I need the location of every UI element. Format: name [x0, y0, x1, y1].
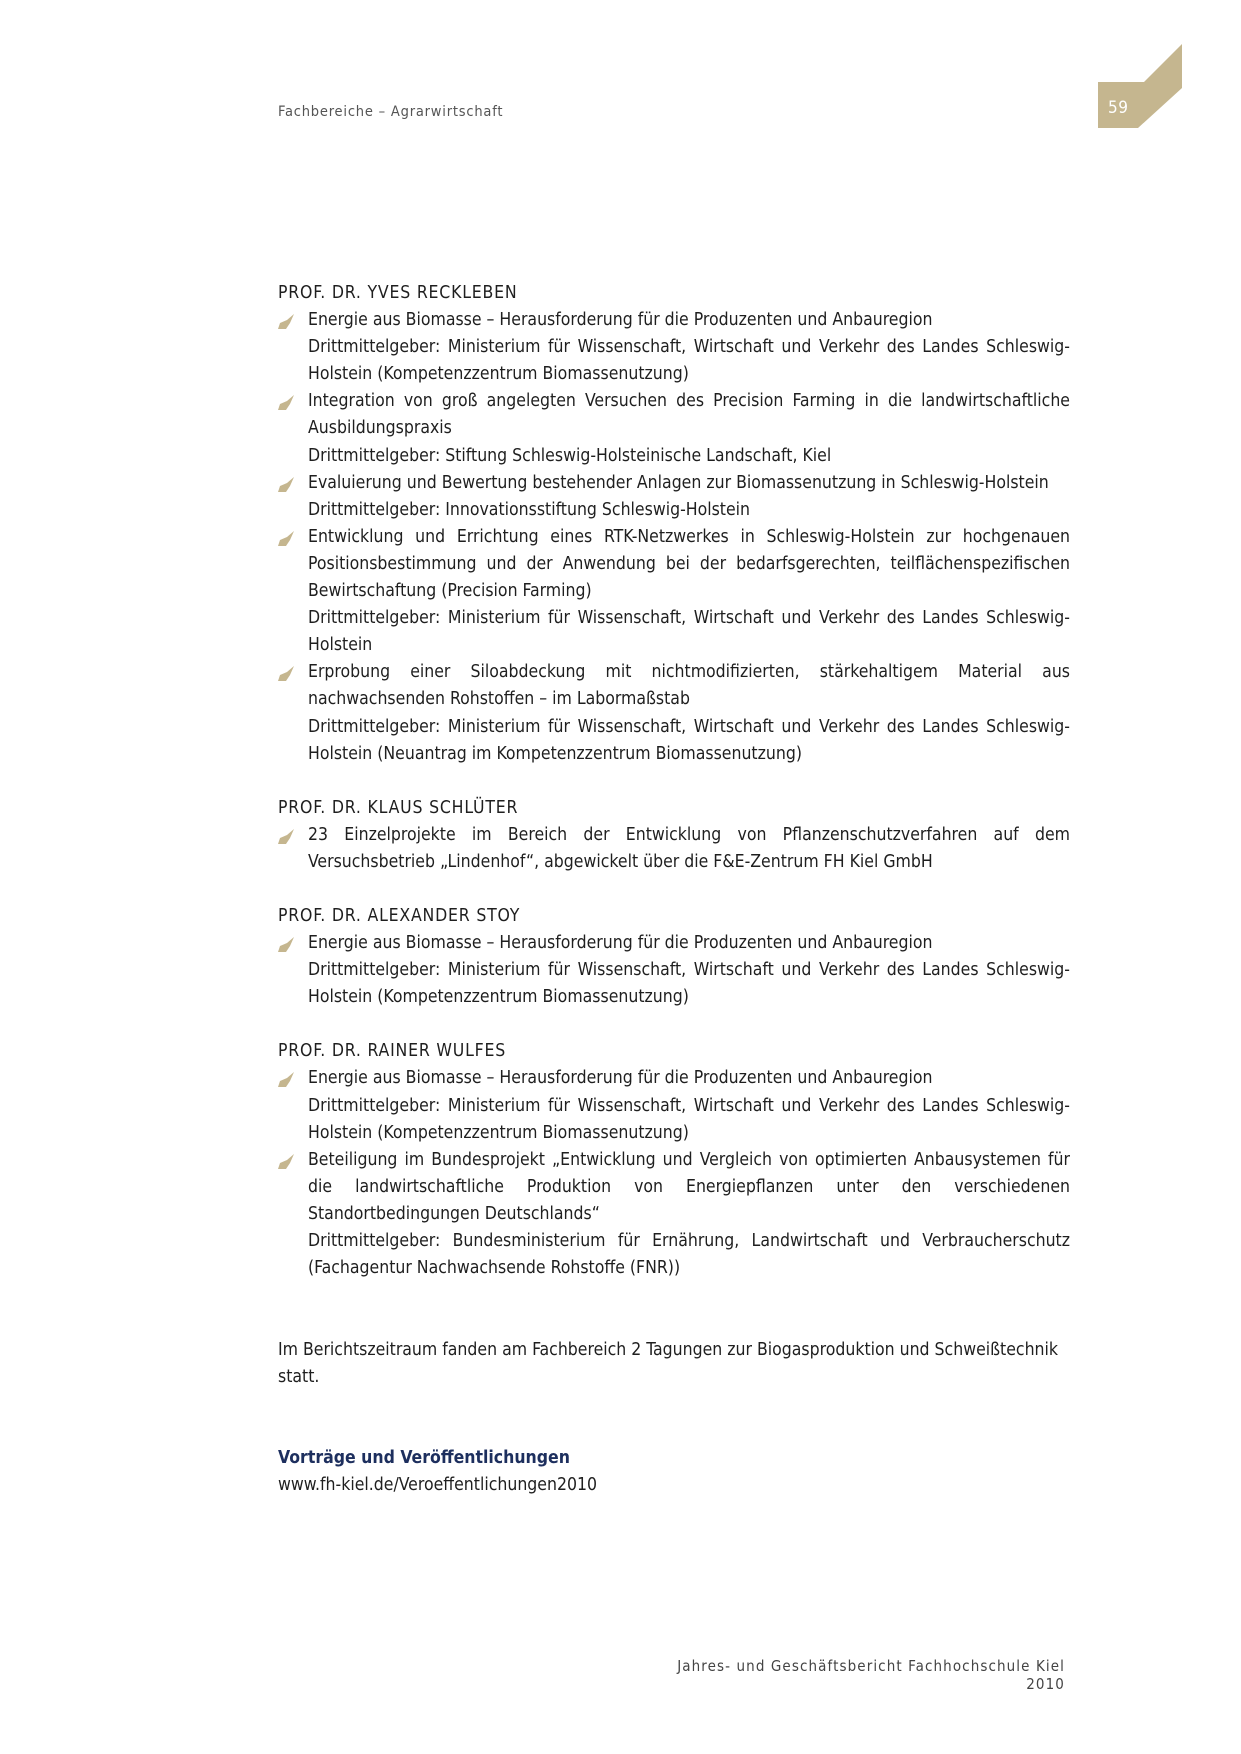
professor-name: PROF. DR. RAINER WULFES	[278, 1041, 507, 1062]
project-funder: Drittmittelgeber: Ministerium für Wissenschaft, Wirtschaft und Verkehr des Landes Schleswig-Holstein (Kompetenzzentrum Biomassenutzung)	[308, 337, 1070, 385]
publications-link[interactable]: www.fh-kiel.de/Veroeffentlichungen2010	[278, 1475, 598, 1496]
project-entry	[278, 930, 1070, 957]
project-funder: Drittmittelgeber: Stiftung Schleswig-Holsteinische Landschaft, Kiel	[308, 445, 832, 466]
project-entry	[278, 470, 1070, 497]
page-footer: Jahres- und Geschäftsbericht Fachhochschule Kiel 2010	[677, 1657, 1065, 1693]
project-title: Energie aus Biomasse – Herausforderung für die Produzenten und Anbauregion	[308, 1068, 933, 1089]
project-title: 23 Einzelprojekte im Bereich der Entwicklung von Pflanzenschutzverfahren auf dem Versuchsbetrieb „Lindenhof“, abgewickelt über die F&E-Zentrum FH Kiel GmbH	[308, 824, 1070, 872]
professor-name: PROF. DR. ALEXANDER STOY	[278, 905, 521, 926]
professor-section	[278, 903, 1070, 1011]
project-entry	[278, 388, 1070, 442]
page-number: 59	[1108, 98, 1129, 118]
professor-name: PROF. DR. KLAUS SCHLÜTER	[278, 797, 519, 818]
project-entry	[278, 1147, 1070, 1228]
conference-statement: Im Berichtszeitraum fanden am Fachbereich 2 Tagungen zur Biogasproduktion und Schweißtechnik statt.	[278, 1340, 1059, 1388]
pointer-check-icon	[278, 664, 295, 680]
project-entry	[278, 1065, 1070, 1092]
project-entry	[278, 822, 1070, 876]
project-title: Beteiligung im Bundesprojekt „Entwicklung und Vergleich von optimierten Anbausystemen für die landwirtschaftliche Produktion von Energiepflanzen unter den verschiedenen Standortbedingungen Deutschlands“	[308, 1149, 1070, 1224]
project-funder: Drittmittelgeber: Ministerium für Wissenschaft, Wirtschaft und Verkehr des Landes Schleswig-Holstein (Kompetenzzentrum Biomassenutzung)	[308, 1095, 1070, 1143]
project-title: Energie aus Biomasse – Herausforderung für die Produzenten und Anbauregion	[308, 933, 933, 954]
pointer-check-icon	[278, 312, 295, 328]
project-funder: Drittmittelgeber: Innovationsstiftung Schleswig-Holstein	[308, 499, 751, 520]
research-projects	[278, 280, 1070, 1500]
pointer-check-icon	[278, 393, 295, 409]
project-title: Evaluierung und Bewertung bestehender Anlagen zur Biomassenutzung in Schleswig-Holstein	[308, 472, 1049, 493]
project-funder: Drittmittelgeber: Ministerium für Wissenschaft, Wirtschaft und Verkehr des Landes Schleswig-Holstein	[308, 608, 1070, 656]
pointer-check-icon	[278, 935, 295, 951]
project-title: Energie aus Biomasse – Herausforderung für die Produzenten und Anbauregion	[308, 310, 933, 331]
professor-name: PROF. DR. YVES RECKLEBEN	[278, 283, 518, 303]
professor-section	[278, 795, 1070, 876]
project-entry	[278, 659, 1070, 713]
project-funder: Drittmittelgeber: Ministerium für Wissenschaft, Wirtschaft und Verkehr des Landes Schleswig-Holstein (Neuantrag im Kompetenzzentrum Biomassenutzung)	[308, 716, 1070, 764]
pointer-check-icon	[278, 475, 295, 491]
project-funder: Drittmittelgeber: Bundesministerium für Ernährung, Landwirtschaft und Verbraucherschutz (Fachagentur Nachwachsende Rohstoffe (FNR))	[308, 1231, 1070, 1279]
professor-section	[278, 280, 1070, 768]
project-entry	[278, 307, 1070, 334]
project-title: Integration von groß angelegten Versuchen des Precision Farming in die landwirtschaftliche Ausbildungspraxis	[308, 391, 1070, 439]
pointer-check-icon	[278, 827, 295, 843]
project-funder: Drittmittelgeber: Ministerium für Wissenschaft, Wirtschaft und Verkehr des Landes Schleswig-Holstein (Kompetenzzentrum Biomassenutzung)	[308, 960, 1070, 1008]
pointer-check-icon	[278, 1070, 295, 1086]
pointer-check-icon	[278, 1152, 295, 1168]
project-title: Erprobung einer Siloabdeckung mit nichtmodifizierten, stärkehaltigem Material aus nachwachsenden Rohstoffen – im Labormaßstab	[308, 662, 1070, 710]
professor-section	[278, 1038, 1070, 1282]
publications-heading: Vorträge und Veröffentlichungen	[278, 1448, 570, 1469]
project-title: Entwicklung und Errichtung eines RTK-Netzwerkes in Schleswig-Holstein zur hochgenauen Positionsbestimmung und der Anwendung bei der bedarfsgerechten, teilflächenspezifischen Bewirtschaftung (Precision Farming)	[308, 526, 1070, 602]
pointer-check-icon	[278, 529, 295, 545]
running-head: Fachbereiche – Agrarwirtschaft	[278, 104, 504, 120]
project-entry	[278, 524, 1070, 605]
